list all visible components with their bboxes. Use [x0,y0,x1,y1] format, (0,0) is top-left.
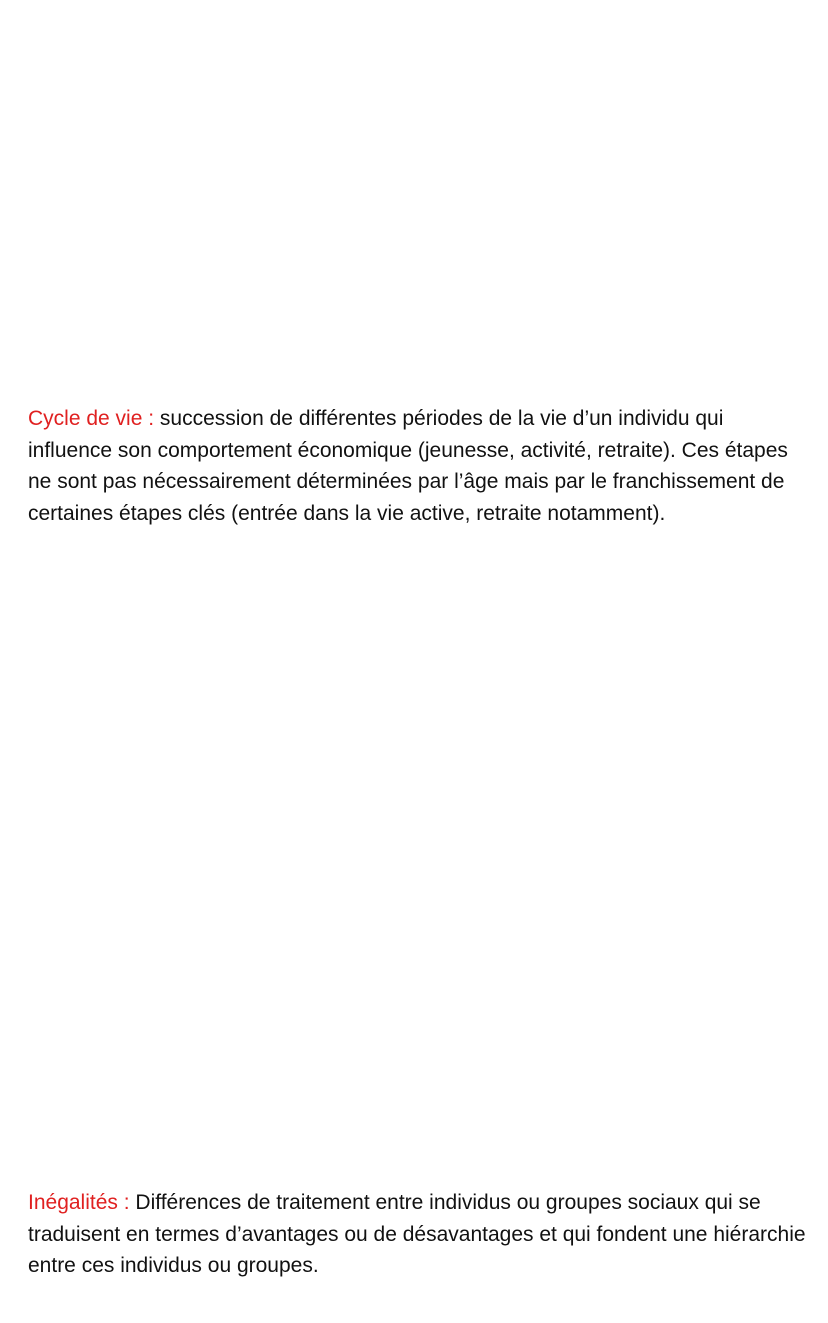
definition-text-cycle-de-vie: succession de différentes périodes de la vie d’un individu qui influence son comportement économique (jeunesse, activité, retraite). Ces étapes ne sont pas nécessairement déterminées par l’âge mais par le franchissement de certaines étapes clés (entrée dans la vie active, retraite notamment). [28,407,788,525]
definition-cycle-de-vie [28,403,813,529]
term-separator: : [117,1191,136,1214]
definition-text-inegalites: Différences de traitement entre individus ou groupes sociaux qui se traduisent en termes d’avantages ou de désavantages et qui fondent une hiérarchie entre ces individus ou groupes. [28,1191,806,1277]
term-separator: : [142,407,160,430]
term-cycle-de-vie: Cycle de vie [28,407,143,430]
term-inegalites: Inégalités [28,1191,118,1214]
definition-inegalites [28,1187,813,1282]
